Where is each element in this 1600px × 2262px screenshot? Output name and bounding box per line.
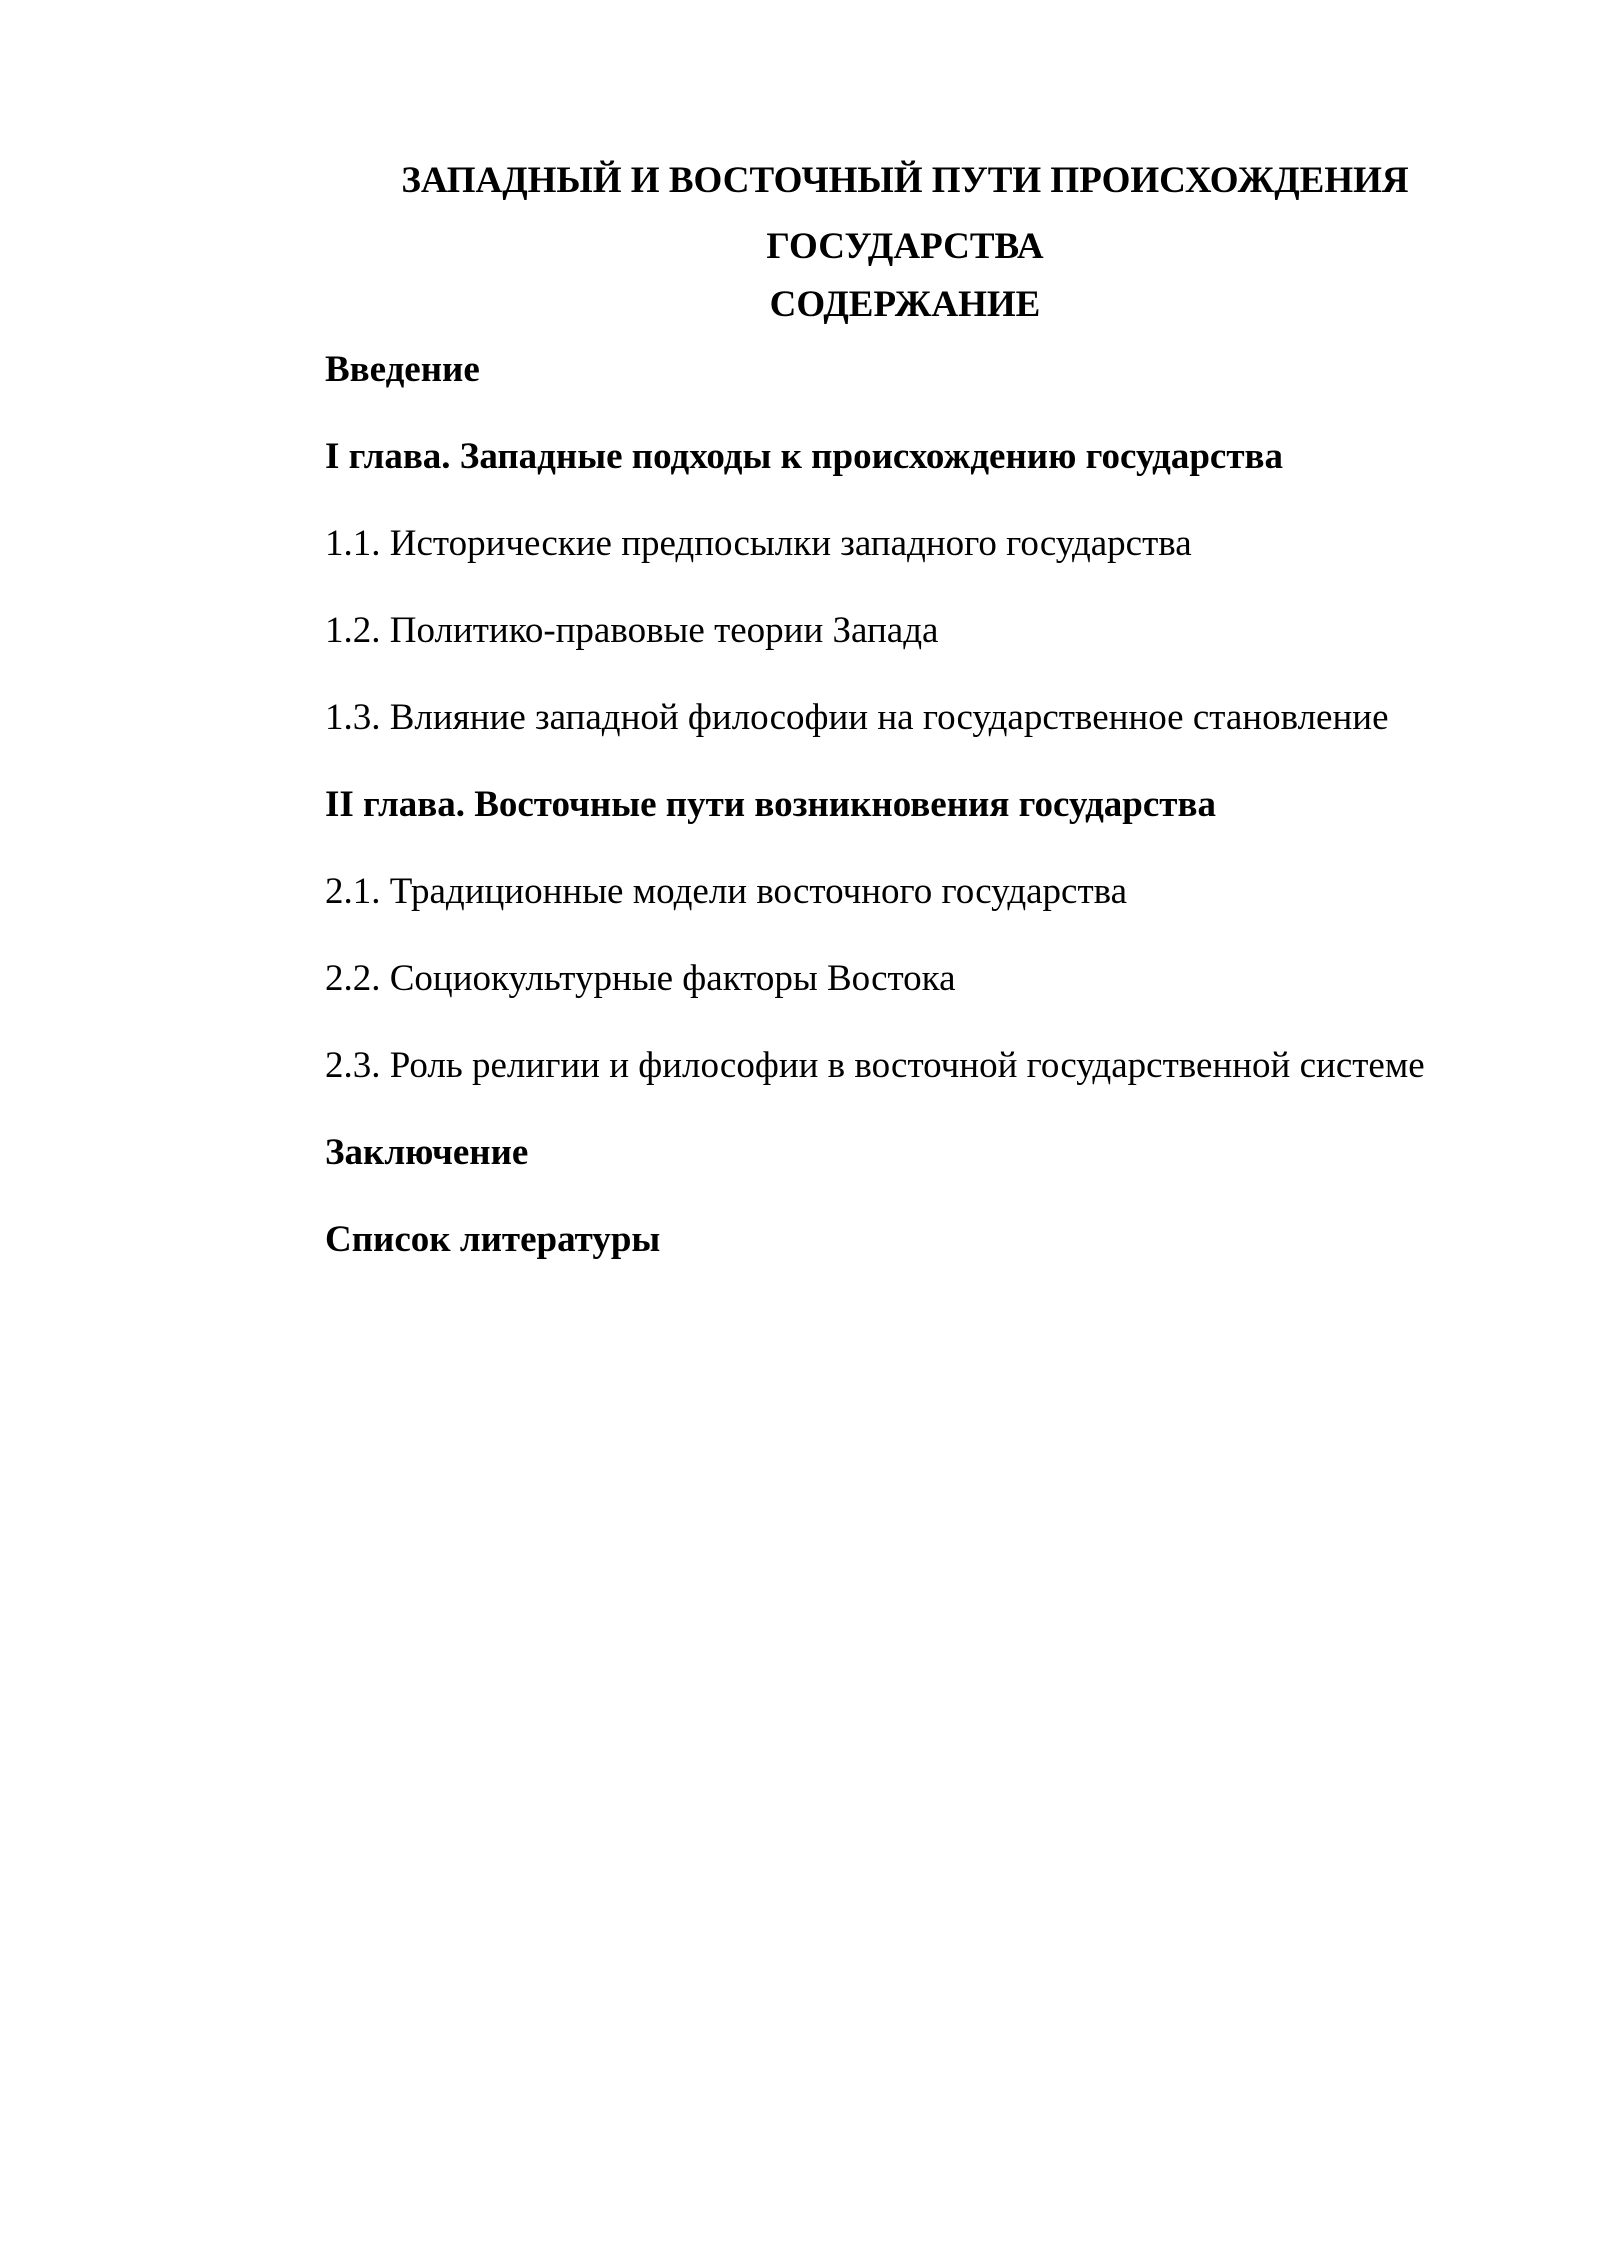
toc-item-1-1: 1.1. Исторические предпосылки западного государства	[325, 523, 1192, 564]
title-line-1: ЗАПАДНЫЙ И ВОСТОЧНЫЙ ПУТИ ПРОИСХОЖДЕНИЯ	[401, 160, 1409, 201]
document-title	[325, 148, 1485, 280]
toc-item-1-3: 1.3. Влияние западной философии на государственное становление	[325, 697, 1389, 738]
toc-item-2-2: 2.2. Социокультурные факторы Востока	[325, 958, 956, 999]
toc-item-2-3: 2.3. Роль религии и философии в восточной государственной системе	[325, 1045, 1425, 1086]
toc-item-references: Список литературы	[325, 1219, 661, 1260]
toc-item-1-2: 1.2. Политико-правовые теории Запада	[325, 610, 939, 651]
toc-item-introduction: Введение	[325, 349, 480, 390]
title-line-2: ГОСУДАРСТВА	[766, 226, 1044, 267]
table-of-contents	[325, 345, 1525, 1302]
toc-heading: СОДЕРЖАНИЕ	[769, 284, 1041, 325]
toc-item-chapter-2: II глава. Восточные пути возникновения государства	[325, 784, 1216, 825]
toc-item-conclusion: Заключение	[325, 1132, 529, 1173]
toc-item-chapter-1: I глава. Западные подходы к происхождению государства	[325, 436, 1283, 477]
toc-item-2-1: 2.1. Традиционные модели восточного государства	[325, 871, 1128, 912]
